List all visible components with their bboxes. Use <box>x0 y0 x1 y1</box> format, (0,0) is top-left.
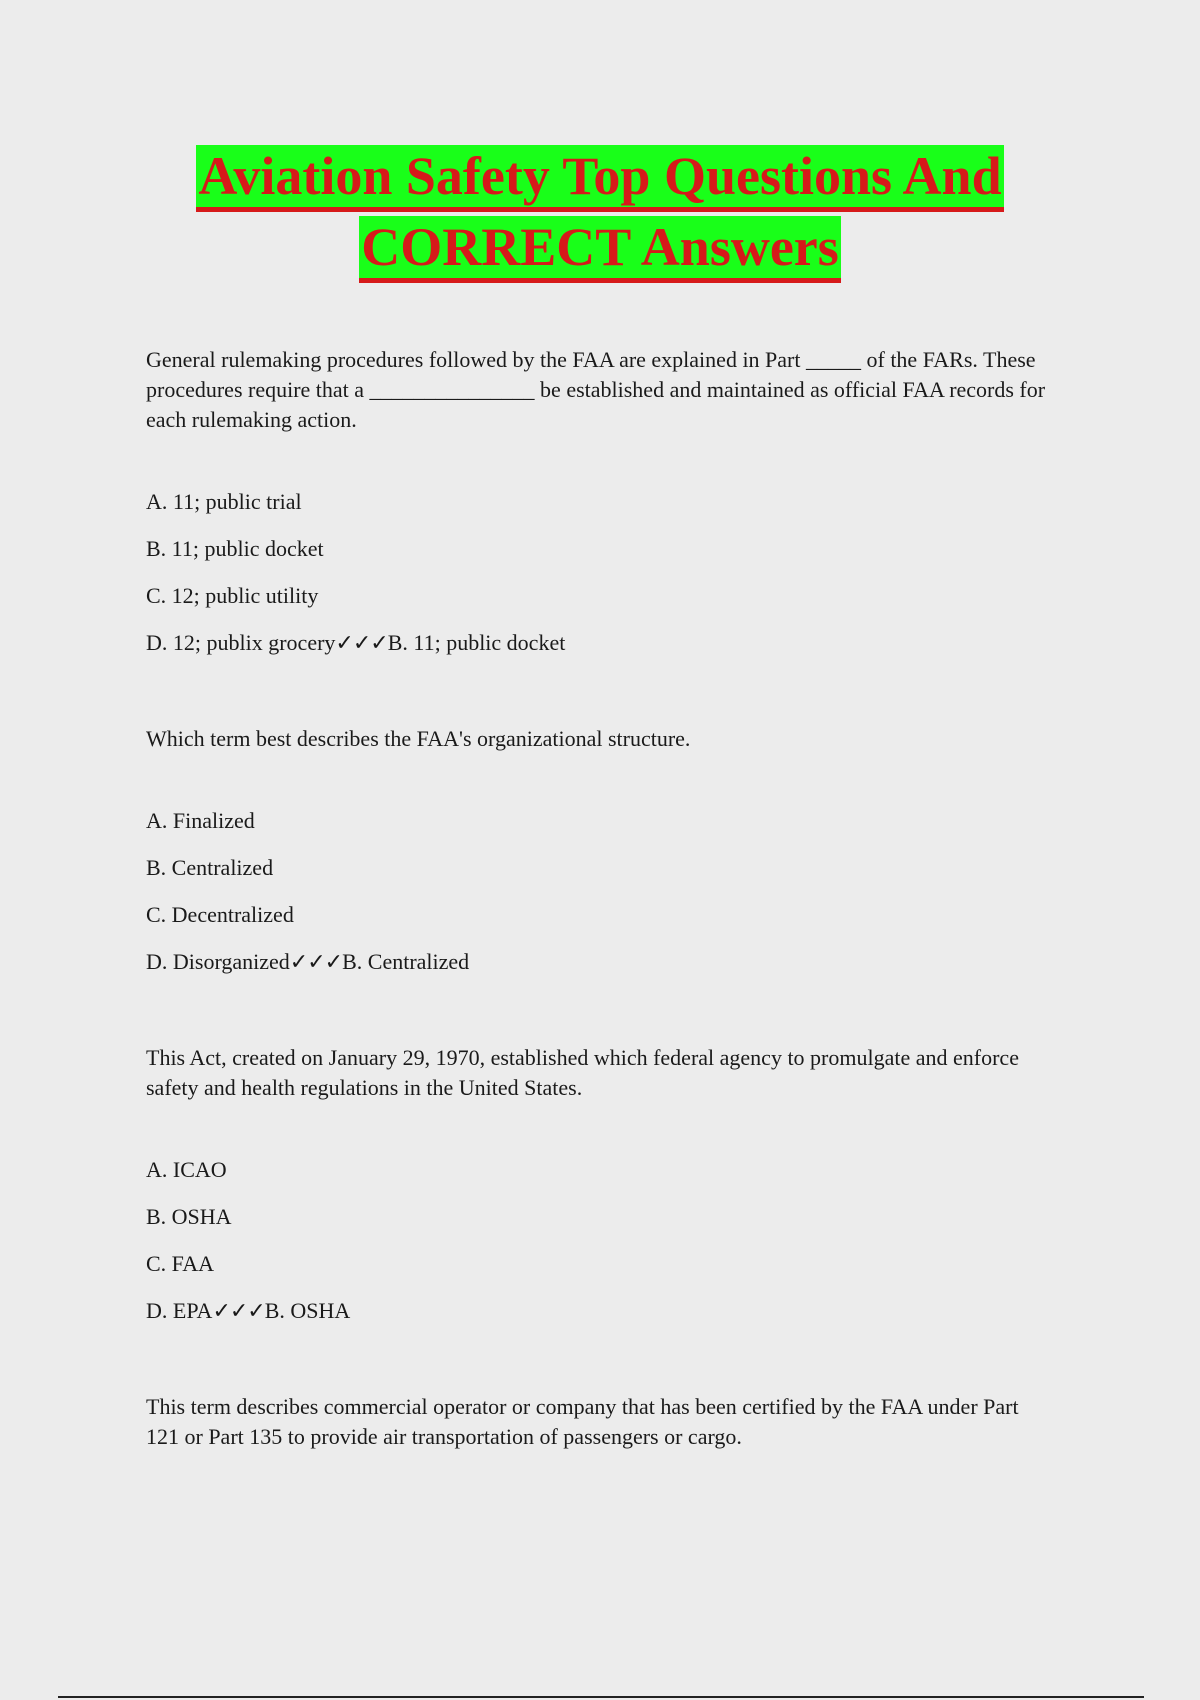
option-a: A. 11; public trial <box>146 489 302 514</box>
answer-options <box>146 806 1046 978</box>
option-d-with-answer <box>146 628 1046 659</box>
option-a: A. ICAO <box>146 1157 227 1182</box>
option-b: B. Centralized <box>146 855 274 880</box>
checkmark-icon: ✓✓✓ <box>335 631 388 656</box>
option-d: D. Disorganized <box>146 949 290 974</box>
question-text: General rulemaking procedures followed by the FAA are explained in Part _____ of the FARs. These procedures require that a _______________ be established and maintained as official FAA records for each rulemaking action. <box>146 347 1046 432</box>
question-block <box>146 724 1046 978</box>
question-text: Which term best describes the FAA's organizational structure. <box>146 726 691 751</box>
option-a: A. Finalized <box>146 808 255 833</box>
option-c: C. 12; public utility <box>146 583 319 608</box>
option-d-with-answer <box>146 1296 1046 1327</box>
correct-answer: B. OSHA <box>264 1298 351 1323</box>
option-d: D. 12; publix grocery <box>146 630 336 655</box>
title-line-1: Aviation Safety Top Questions And <box>196 145 1003 212</box>
question-block <box>146 1392 1046 1452</box>
option-c: C. Decentralized <box>146 902 294 927</box>
answer-options <box>146 1155 1046 1327</box>
option-b: B. 11; public docket <box>146 536 324 561</box>
question-block <box>146 345 1046 659</box>
correct-answer: B. 11; public docket <box>387 630 566 655</box>
checkmark-icon: ✓✓✓ <box>289 950 343 975</box>
option-c: C. FAA <box>146 1251 215 1276</box>
question-text: This term describes commercial operator or company that has been certified by the FAA under Part 121 or Part 135 to provide air transportation of passengers or cargo. <box>146 1394 1019 1449</box>
option-d-with-answer <box>146 947 1046 978</box>
option-d: D. EPA <box>146 1298 213 1323</box>
title-line-2: CORRECT Answers <box>359 216 841 283</box>
checkmark-icon: ✓✓✓ <box>212 1299 265 1324</box>
option-b: B. OSHA <box>146 1204 232 1229</box>
footer-divider <box>58 1696 1144 1698</box>
document-title <box>0 145 1200 283</box>
question-text: This Act, created on January 29, 1970, established which federal agency to promulgate and enforce safety and health regulations in the United States. <box>146 1045 1019 1100</box>
answer-options <box>146 487 1046 659</box>
question-block <box>146 1043 1046 1327</box>
question-list <box>146 345 1046 1517</box>
correct-answer: B. Centralized <box>342 949 470 974</box>
